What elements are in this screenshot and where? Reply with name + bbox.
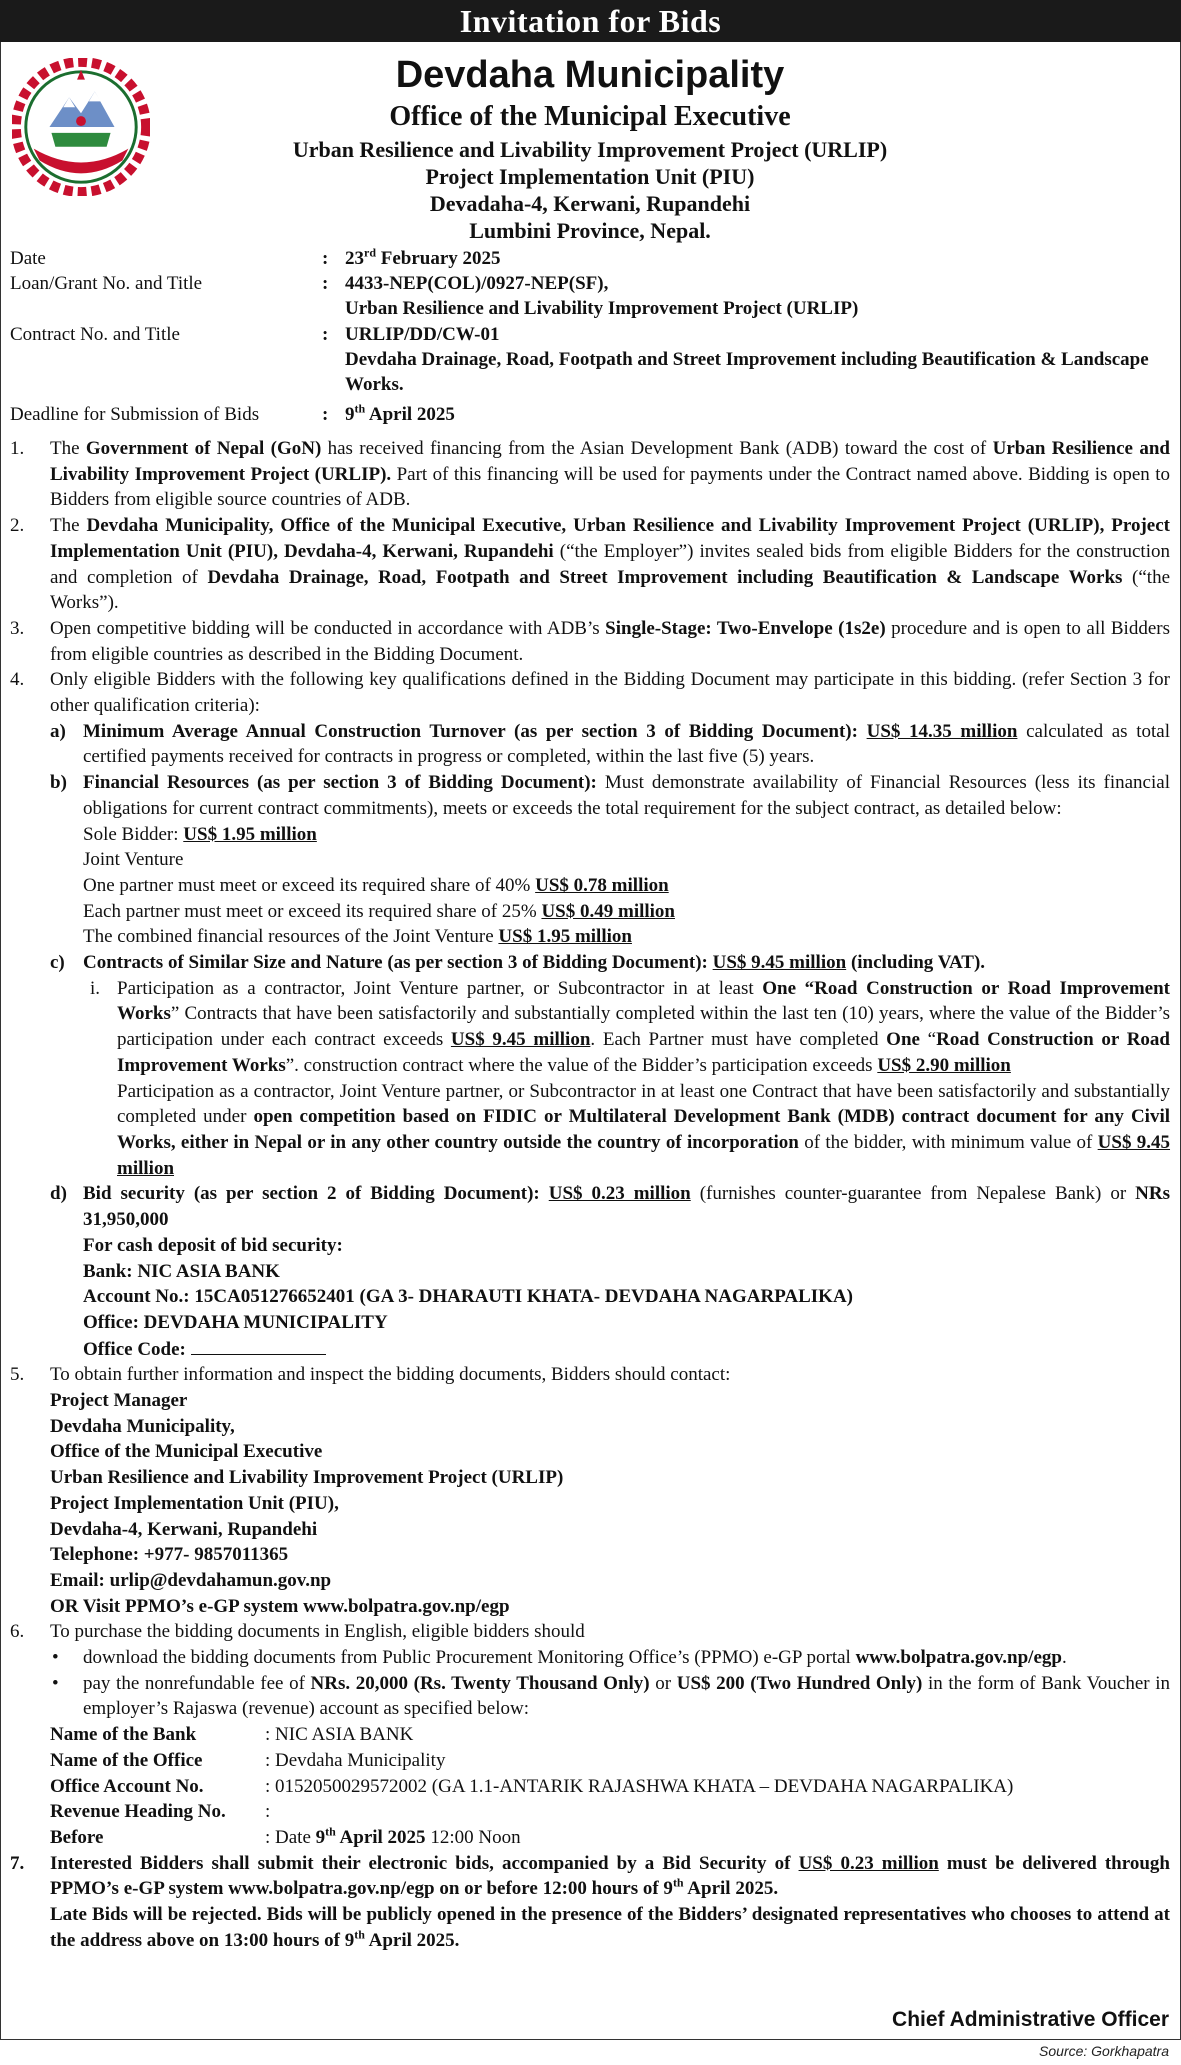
notice-body (10, 436, 1170, 1953)
clause-4d: d) Bid security (as per section 2 of Bidding Document): US$ 0.23 million (furnishes counter-guarantee from Nepalese Bank) or NRs 31,950,000 (50, 1183, 1171, 1231)
fee-office-row: Name of the Office : Devdaha Municipality (50, 1749, 446, 1771)
contact-line: Project Implementation Unit (PIU), (50, 1492, 339, 1514)
clause-5: 5. To obtain further information and inspect the bidding documents, Bidders should contact: (10, 1364, 731, 1386)
org-name: Devdaha Municipality (395, 54, 785, 96)
province-line: Lumbini Province, Nepal. (469, 218, 711, 243)
clause-4: 4. Only eligible Bidders with the following key qualifications defined in the Bidding Document may participate in this bidding. (refer Section 3 for other qualification criteria): (10, 669, 1170, 717)
joint-venture-line: Joint Venture (83, 849, 184, 871)
meta-contract-row: Contract No. and Title : URLIP/DD/CW-01 Devdaha Drainage, Road, Footpath and Street Improvement including Beautification & Landscape Works. (10, 322, 1170, 398)
late-bids-note: Late Bids will be rejected. Bids will be publicly opened in the presence of the Bidders’ designated representatives who chooses to attend at the address above on 13:00 hours of 9th April 2025. (50, 1904, 1170, 1951)
signature-title: Chief Administrative Officer (892, 2008, 1169, 2031)
source-credit: Source: Gorkhapatra (1039, 2043, 1169, 2059)
contract-label: Contract No. and Title (10, 324, 180, 345)
cash-office-code: Office Code: (10, 1336, 1170, 1363)
clause-4c-i: i. Participation as a contractor, Joint Venture partner, or Subcontractor in at least One “Road Construction or Road Improvement Works” Contracts that have been satisfactorily and substantially completed within the last ten (10) years, where the value of the Bidder’s participation under each contract exceeds US$ 9.45 million. Each Partner must have completed One “Road Construction or Road Improvement Works”. construction contract where the value of the Bidder’s participation exceeds US$ 2.90 million (90, 977, 1171, 1076)
clause-6: 6. To purchase the bidding documents in English, eligible bidders should (10, 1621, 585, 1643)
date-value: 23rd February 2025 (345, 245, 501, 269)
fee-before-row: Before : Date 9th April 2025 12:00 Noon (50, 1824, 521, 1848)
bullet-icon: • (52, 1647, 59, 1669)
project-name: Urban Resilience and Livability Improvement Project (URLIP) (292, 137, 888, 162)
one-partner-line: One partner must meet or exceed its required share of 40% US$ 0.78 million (83, 874, 669, 896)
meta-deadline-row: Deadline for Submission of Bids : 9th April 2025 (10, 402, 1170, 427)
office-name: Office of the Municipal Executive (389, 101, 791, 132)
contact-line: Office of the Municipal Executive (50, 1441, 323, 1463)
sole-bidder-line: Sole Bidder: US$ 1.95 million (83, 823, 317, 845)
banner-title: Invitation for Bids (0, 0, 1181, 42)
clause-4b: b) Financial Resources (as per section 3 of Bidding Document): Must demonstrate availability of Financial Resources (less its financial obligations for current contract commitments), meets or exceeds the total requirement for the subject contract, as detailed below: (50, 772, 1170, 819)
clause-4c: c) Contracts of Similar Size and Nature (as per section 3 of Bidding Document): US$ 9.45 million (including VAT). (50, 952, 986, 974)
clause-6-bullet-download: • download the bidding documents from Public Procurement Monitoring Office’s (PPMO) e-GP portal www.bolpatra.gov.np/egp. (10, 1645, 1170, 1671)
combined-line: The combined financial resources of the Joint Venture US$ 1.95 million (83, 926, 632, 948)
contact-line: Urban Resilience and Livability Improvement Project (URLIP) (50, 1467, 564, 1489)
loan-value: 4433-NEP(COL)/0927-NEP(SF), Urban Resilience and Livability Improvement Project (URLIP) (345, 273, 859, 319)
bullet-icon: • (52, 1672, 59, 1694)
contract-value: URLIP/DD/CW-01 Devdaha Drainage, Road, Footpath and Street Improvement including Beautification & Landscape Works. (345, 324, 1149, 395)
cash-office: Office: DEVDAHA MUNICIPALITY (83, 1311, 388, 1333)
address-line: Devadaha-4, Kerwani, Rupandehi (429, 191, 751, 216)
cash-deposit-heading: For cash deposit of bid security: (83, 1234, 343, 1256)
deadline-label: Deadline for Submission of Bids (10, 404, 260, 425)
date-label: Date (10, 248, 46, 269)
clause-7: 7. Interested Bidders shall submit their electronic bids, accompanied by a Bid Security of US$ 0.23 million must be delivered through PPMO’s e-GP system www.bolpatra.gov.np/egp on or before 12:00 hours of 9th April 2025. (10, 1852, 1170, 1900)
contact-email: Email: urlip@devdahamun.gov.np (50, 1569, 332, 1591)
nepal-emblem-logo (12, 58, 150, 196)
clause-2: 2. The Devdaha Municipality, Office of the Municipal Executive, Urban Resilience and Livability Improvement Project (URLIP), Project Implementation Unit (PIU), Devdaha-4, Kerwani, Rupandehi (“the Employer”) invites sealed bids from eligible Bidders for the construction and completion of Devdaha Drainage, Road, Footpath and Street Improvement including Beautification & Landscape Works (“the Works”). (10, 515, 1170, 614)
contact-line: Devdaha Municipality, (50, 1415, 235, 1437)
contact-egp: OR Visit PPMO’s e-GP system www.bolpatra.gov.np/egp (50, 1595, 510, 1617)
contact-line: Project Manager (50, 1390, 188, 1412)
meta-loan-row: Loan/Grant No. and Title : 4433-NEP(COL)/0927-NEP(SF), Urban Resilience and Livability Improvement Project (URLIP) (10, 271, 1170, 321)
deadline-value: 9th April 2025 (345, 401, 455, 425)
contact-line: Devdaha-4, Kerwani, Rupandehi (50, 1518, 318, 1540)
clause-1: 1. The Government of Nepal (GoN) has received financing from the Asian Development Bank (ADB) toward the cost of Urban Resilience and Livability Improvement Project (URLIP). Part of this financing will be used for payments under the Contract named above. Bidding is open to Bidders from eligible source countries of ADB. (10, 438, 1170, 511)
each-partner-line: Each partner must meet or exceed its required share of 25% US$ 0.49 million (83, 900, 676, 922)
fee-revenue-row: Revenue Heading No. : (50, 1801, 271, 1823)
loan-label: Loan/Grant No. and Title (10, 273, 203, 294)
clause-3: 3. Open competitive bidding will be conducted in accordance with ADB’s Single-Stage: Two-Envelope (1s2e) procedure and is open to all Bidders from eligible countries as described in the Bidding Document. (10, 617, 1170, 665)
cash-account: Account No.: 15CA051276652401 (GA 3- DHARAUTI KHATA- DEVDAHA NAGARPALIKA) (83, 1286, 854, 1308)
clause-4a: a) Minimum Average Annual Construction Turnover (as per section 3 of Bidding Document): US$ 14.35 million calculated as total certified payments received for contracts in progress or completed, within the last five (5) years. (50, 720, 1170, 768)
contact-telephone: Telephone: +977- 9857011365 (50, 1544, 289, 1566)
clause-6-bullet-fee: • pay the nonrefundable fee of NRs. 20,000 (Rs. Twenty Thousand Only) or US$ 200 (Two Hundred Only) in the form of Bank Voucher in employer’s Rajaswa (revenue) account as specified below: (52, 1672, 1171, 1720)
cash-bank: Bank: NIC ASIA BANK (83, 1260, 280, 1282)
meta-date-row: Date : 23rd February 2025 (10, 246, 1170, 271)
unit-name: Project Implementation Unit (PIU) (425, 164, 755, 189)
clause-4c-ii: Participation as a contractor, Joint Venture partner, or Subcontractor in at least one Contract that have been satisfactorily and substantially completed under open competition based on FIDIC or Multilateral Development Bank (MDB) contract document for any Civil Works, either in Nepal or in any other country outside the country of incorporation of the bidder, with minimum value of US$ 9.45 million (117, 1080, 1171, 1179)
office-code-blank (191, 1336, 326, 1355)
fee-account-row: Office Account No. : 0152050029572002 (GA 1.1-ANTARIK RAJASHWA KHATA – DEVDAHA NAGARPALIKA) (50, 1775, 1014, 1797)
fee-bank-row: Name of the Bank : NIC ASIA BANK (50, 1724, 414, 1746)
